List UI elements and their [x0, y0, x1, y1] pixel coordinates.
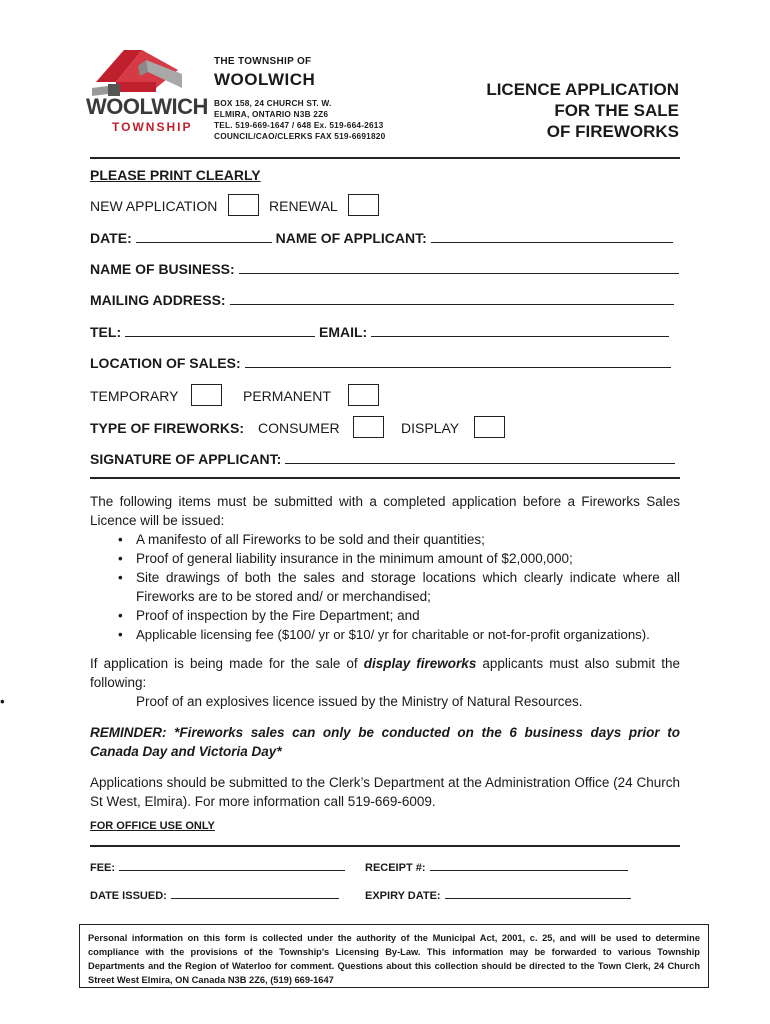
- mailing-row: [90, 292, 674, 308]
- location-row: [90, 355, 671, 371]
- business-name-label: NAME OF BUSINESS:: [90, 261, 235, 277]
- mailing-address-field[interactable]: [230, 292, 674, 305]
- list-item: Proof of an explosives licence issued by the Ministry of Natural Resources.: [136, 694, 583, 709]
- signature-row: [90, 451, 675, 467]
- signature-field[interactable]: [285, 451, 675, 464]
- consumer-label: CONSUMER: [258, 420, 340, 436]
- receipt-label: RECEIPT #:: [365, 862, 426, 874]
- logo-wordmark: WOOLWICH: [86, 94, 208, 119]
- bullet: •: [118, 551, 123, 566]
- email-label: EMAIL:: [319, 324, 368, 340]
- location-label: LOCATION OF SALES:: [90, 355, 241, 371]
- date-label: DATE:: [90, 230, 132, 246]
- renewal-checkbox[interactable]: [348, 194, 379, 216]
- display-paragraph: [90, 654, 680, 692]
- temporary-label: TEMPORARY: [90, 388, 179, 404]
- business-name-field[interactable]: [239, 261, 679, 274]
- address-line-4: COUNCIL/CAO/CLERKS FAX 519-6691820: [214, 131, 386, 141]
- title-line-3: OF FIREWORKS: [546, 122, 679, 141]
- township-name: WOOLWICH: [214, 70, 316, 89]
- form-title: [486, 79, 679, 142]
- list-item: Proof of general liability insurance in the minimum amount of $2,000,000;: [136, 551, 573, 566]
- tel-label: TEL:: [90, 324, 122, 340]
- bullet: •: [118, 627, 123, 642]
- email-field[interactable]: [371, 324, 669, 337]
- display-pre: If application is being made for the sale of: [90, 656, 358, 671]
- signature-label: SIGNATURE OF APPLICANT:: [90, 451, 282, 467]
- bullet: •: [118, 532, 123, 547]
- consumer-checkbox[interactable]: [353, 416, 384, 438]
- mailing-address-label: MAILING ADDRESS:: [90, 292, 226, 308]
- fee-label: FEE:: [90, 862, 116, 874]
- fee-row: [90, 860, 345, 874]
- permanent-checkbox[interactable]: [348, 384, 379, 406]
- temporary-checkbox[interactable]: [191, 384, 222, 406]
- requirements-intro: The following items must be submitted with a completed application before a Fireworks Sales Licence will be issued:: [90, 494, 680, 528]
- applicant-name-field[interactable]: [431, 230, 673, 243]
- form-divider: [90, 477, 680, 479]
- tel-field[interactable]: [125, 324, 315, 337]
- expiry-date-field[interactable]: [445, 888, 631, 899]
- applicant-name-label: NAME OF APPLICANT:: [275, 230, 427, 246]
- header-divider: [90, 157, 680, 159]
- location-field[interactable]: [245, 355, 671, 368]
- receipt-row: [365, 860, 628, 874]
- address-line-1: BOX 158, 24 CHURCH ST. W.: [214, 98, 332, 108]
- submit-note: Applications should be submitted to the Clerk’s Department at the Administration Office (24 Church St West, Elmira). For more information call 519-669-6009.: [90, 775, 680, 809]
- township-of: THE TOWNSHIP OF: [214, 56, 312, 67]
- receipt-field[interactable]: [430, 860, 628, 871]
- date-field[interactable]: [136, 230, 272, 243]
- address-line-2: ELMIRA, ONTARIO N3B 2Z6: [214, 109, 329, 119]
- bullet: •: [118, 608, 123, 623]
- reminder: REMINDER: *Fireworks sales can only be conducted on the 6 business days prior to Canada Day and Victoria Day*: [90, 725, 680, 759]
- expiry-date-label: EXPIRY DATE:: [365, 890, 441, 902]
- privacy-notice: Personal information on this form is collected under the authority of the Municipal Act, 2001, c. 25, and will be used to determine compliance with the provisions of the Township's Licensing By-Law. This information may be forwarded to various Township Departments and the Region of Waterloo for comment. Questions about this collection should be directed to the Town Clerk, 24 Church Street West Elmira, ON Canada N3B 2Z6, (519) 669-1647: [79, 924, 709, 988]
- bullet: •: [0, 694, 5, 709]
- date-issued-row: [90, 888, 339, 902]
- display-post: applicants must also submit the following:: [90, 656, 680, 690]
- permanent-label: PERMANENT: [243, 388, 331, 404]
- fireworks-type-label: TYPE OF FIREWORKS:: [90, 420, 244, 436]
- list-item: Site drawings of both the sales and storage locations which clearly indicate where all Fireworks are to be stored and/ or merchandised;: [136, 570, 680, 604]
- office-divider: [90, 845, 680, 847]
- fee-field[interactable]: [119, 860, 345, 871]
- business-row: [90, 261, 679, 277]
- title-line-2: FOR THE SALE: [554, 101, 679, 120]
- display-emphasis: display fireworks: [363, 656, 477, 671]
- display-label: DISPLAY: [401, 420, 460, 436]
- date-issued-label: DATE ISSUED:: [90, 890, 167, 902]
- bullet: •: [118, 570, 123, 585]
- address-line-3: TEL. 519-669-1647 / 648 Ex. 519-664-2613: [214, 120, 384, 130]
- contact-row: [90, 324, 669, 340]
- display-checkbox[interactable]: [474, 416, 505, 438]
- new-application-label: NEW APPLICATION: [90, 198, 218, 214]
- expiry-row: [365, 888, 631, 902]
- office-use-heading: FOR OFFICE USE ONLY: [90, 820, 215, 832]
- renewal-label: RENEWAL: [269, 198, 338, 214]
- list-item: Proof of inspection by the Fire Department; and: [136, 608, 420, 623]
- date-row: [90, 230, 673, 246]
- date-issued-field[interactable]: [171, 888, 339, 899]
- title-line-1: LICENCE APPLICATION: [486, 80, 679, 99]
- print-clearly-heading: PLEASE PRINT CLEARLY: [90, 167, 261, 183]
- logo-subtext: TOWNSHIP: [112, 120, 193, 134]
- woolwich-logo: [86, 44, 206, 140]
- list-item: Applicable licensing fee ($100/ yr or $10/ yr for charitable or not-for-profit organizations).: [136, 627, 650, 642]
- new-application-checkbox[interactable]: [228, 194, 259, 216]
- list-item: A manifesto of all Fireworks to be sold and their quantities;: [136, 532, 485, 547]
